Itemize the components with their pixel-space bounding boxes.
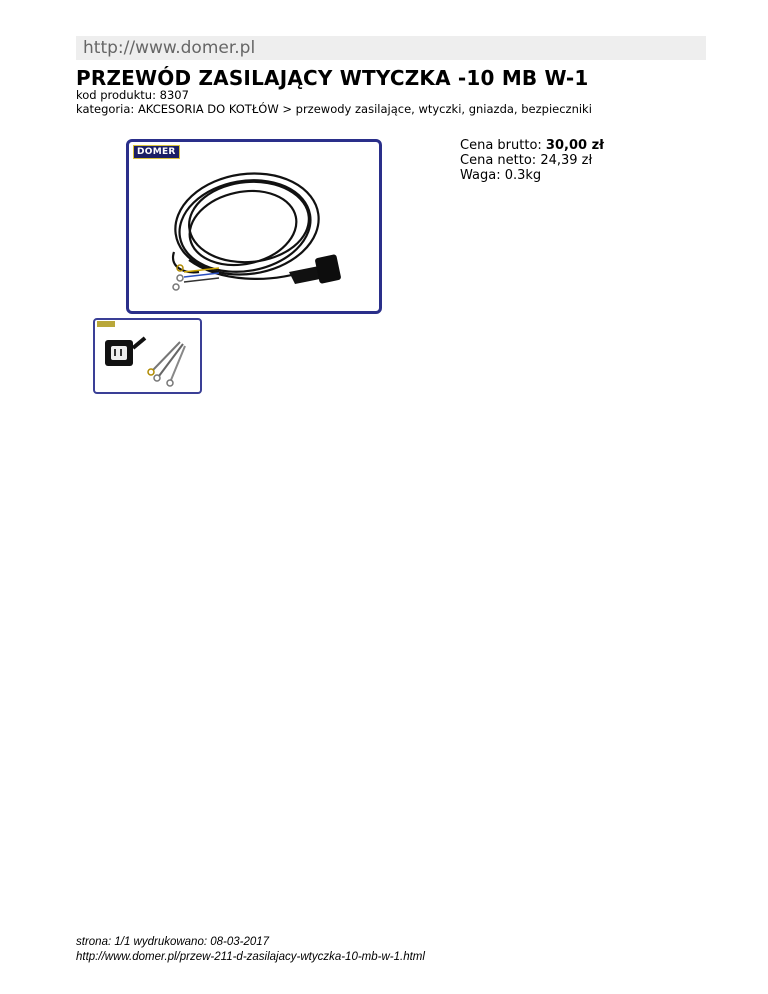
net-price-line <box>460 153 604 168</box>
net-price-value: 24,39 zł <box>540 153 593 168</box>
site-url-header: http://www.domer.pl <box>76 36 706 60</box>
price-info <box>460 138 604 183</box>
weight-label: Waga: <box>460 168 501 183</box>
domer-logo: DOMER <box>133 145 180 159</box>
product-title: PRZEWÓD ZASILAJĄCY WTYCZKA -10 MB W-1 <box>76 66 589 90</box>
weight-value: 0.3kg <box>504 168 542 183</box>
product-code-label: kod produktu: <box>76 88 156 102</box>
gross-price-label: Cena brutto: <box>460 138 542 153</box>
product-thumbnail[interactable] <box>93 318 202 394</box>
product-code-line <box>76 88 189 102</box>
product-category: AKCESORIA DO KOTŁÓW > przewody zasilające, wtyczki, gniazda, bezpieczniki <box>137 102 592 116</box>
plug-thumbnail-image <box>95 320 200 392</box>
print-footer <box>76 935 425 965</box>
weight-line <box>460 168 604 183</box>
gross-price-line <box>460 138 604 153</box>
product-code: 8307 <box>159 88 189 102</box>
product-category-line <box>76 102 592 116</box>
power-cable-image <box>129 142 379 311</box>
footer-url: http://www.domer.pl/przew-211-d-zasilajacy-wtyczka-10-mb-w-1.html <box>76 951 425 963</box>
product-main-image[interactable] <box>126 139 382 314</box>
net-price-label: Cena netto: <box>460 153 537 168</box>
product-category-label: kategoria: <box>76 102 135 116</box>
gross-price-value: 30,00 zł <box>545 138 604 153</box>
page-info: strona: 1/1 wydrukowano: 08-03-2017 <box>76 936 270 948</box>
